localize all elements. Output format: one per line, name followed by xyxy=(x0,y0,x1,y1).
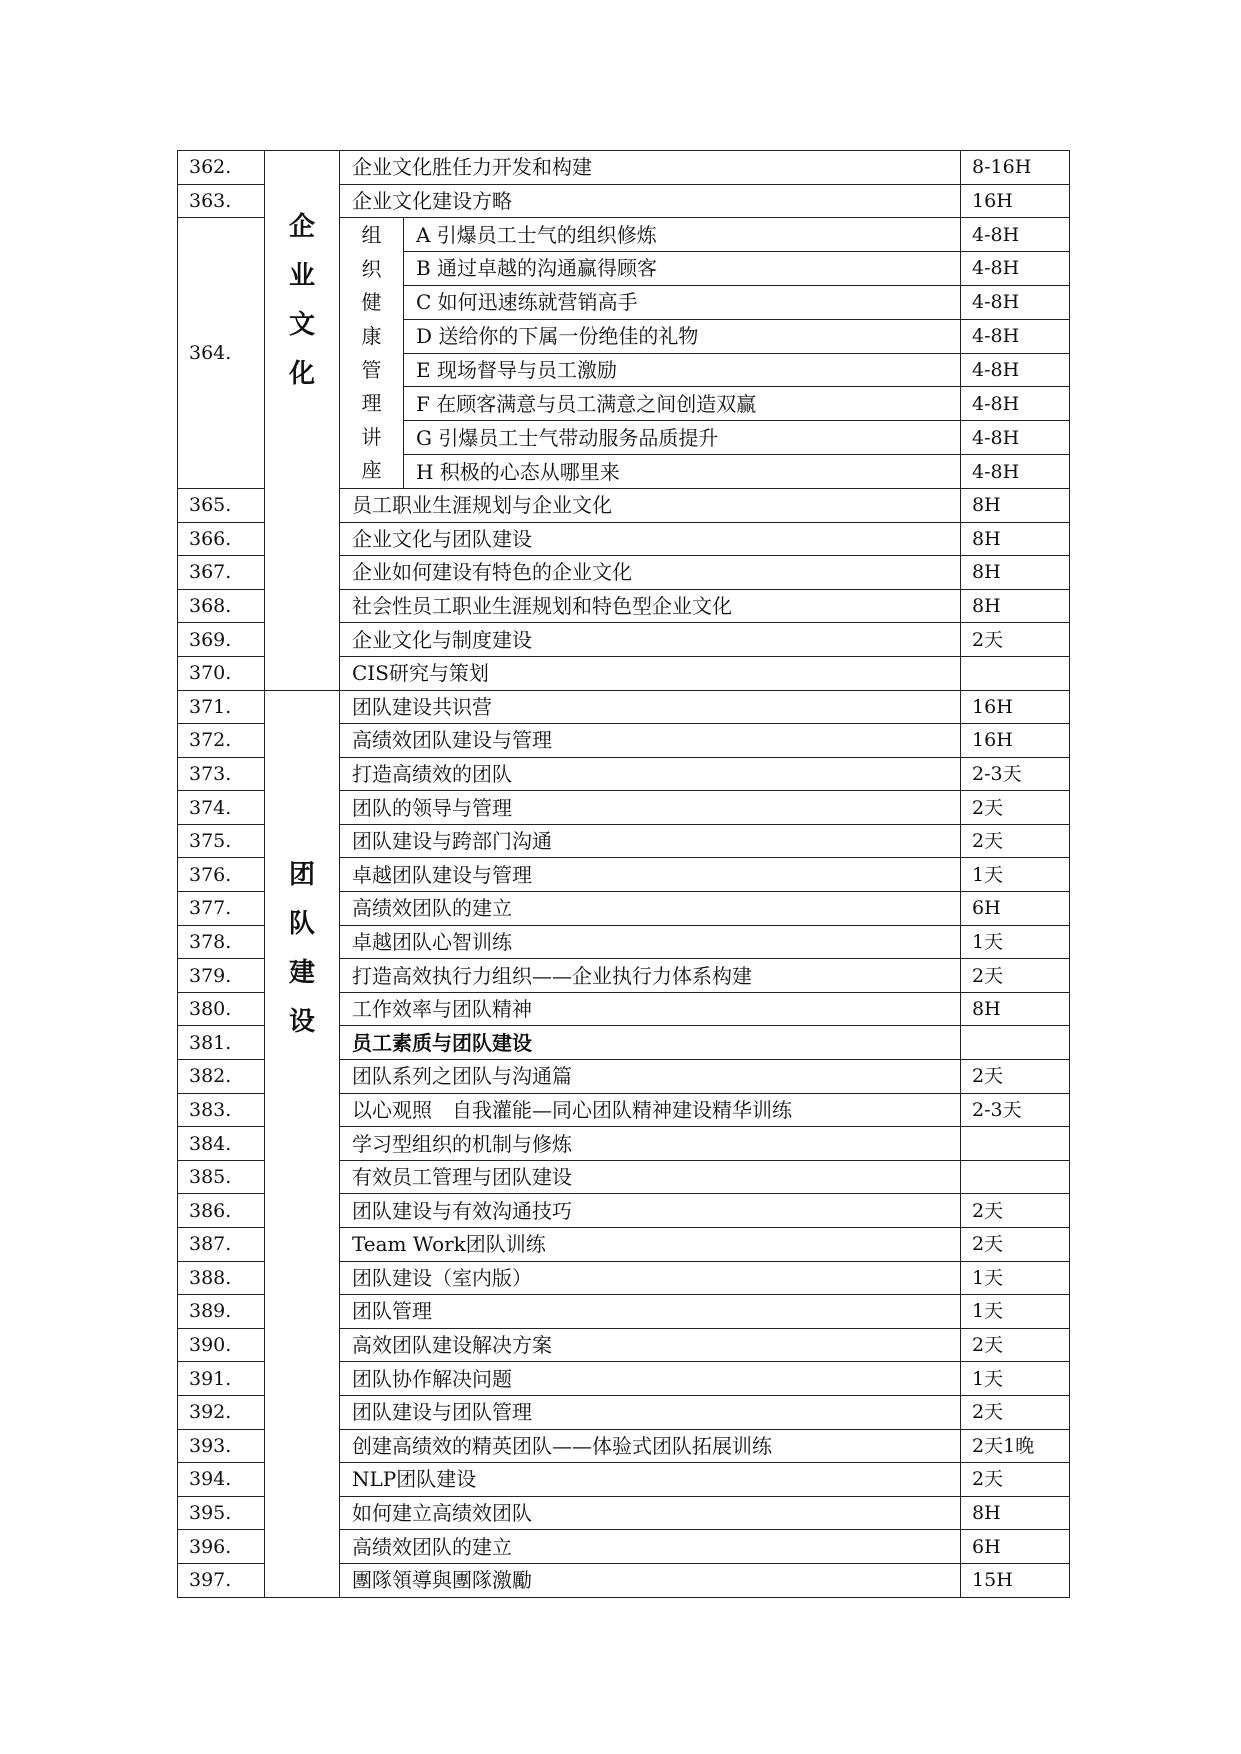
duration: 4-8H xyxy=(961,421,1070,455)
course-title: 企业文化胜任力开发和构建 xyxy=(340,151,961,185)
duration: 8H xyxy=(961,488,1070,522)
row-number: 382. xyxy=(178,1060,265,1094)
row-number: 388. xyxy=(178,1261,265,1295)
row-number: 391. xyxy=(178,1362,265,1396)
row-number: 384. xyxy=(178,1127,265,1161)
duration: 8H xyxy=(961,1496,1070,1530)
category-char: 设 xyxy=(288,1006,315,1037)
duration: 1天 xyxy=(961,925,1070,959)
duration: 2天 xyxy=(961,824,1070,858)
category-char: 化 xyxy=(288,359,315,389)
row-number: 364. xyxy=(178,218,265,489)
course-title: 卓越团队建设与管理 xyxy=(340,858,961,892)
row-number: 387. xyxy=(178,1228,265,1262)
course-title: 员工职业生涯规划与企业文化 xyxy=(340,488,961,522)
lecture-title: D 送给你的下属一份绝佳的礼物 xyxy=(404,319,961,353)
duration: 2天 xyxy=(961,1194,1070,1228)
row-number: 393. xyxy=(178,1429,265,1463)
row-number: 362. xyxy=(178,151,265,185)
category-team xyxy=(265,690,340,1597)
course-title: 企业文化与团队建设 xyxy=(340,522,961,556)
duration: 16H xyxy=(961,690,1070,724)
lecture-title: G 引爆员工士气带动服务品质提升 xyxy=(404,421,961,455)
course-title: NLP团队建设 xyxy=(340,1463,961,1497)
subgroup-char: 组 xyxy=(361,223,382,248)
table-row xyxy=(178,690,1070,724)
course-title: 团队的领导与管理 xyxy=(340,791,961,825)
lecture-title: B 通过卓越的沟通赢得顾客 xyxy=(404,252,961,286)
row-number: 376. xyxy=(178,858,265,892)
duration xyxy=(961,1127,1070,1161)
row-number: 366. xyxy=(178,522,265,556)
duration: 2天 xyxy=(961,959,1070,993)
course-title: 高绩效团队的建立 xyxy=(340,892,961,926)
row-number: 386. xyxy=(178,1194,265,1228)
row-number: 377. xyxy=(178,892,265,926)
duration: 4-8H xyxy=(961,387,1070,421)
row-number: 375. xyxy=(178,824,265,858)
duration: 6H xyxy=(961,1530,1070,1564)
row-number: 390. xyxy=(178,1328,265,1362)
course-title: 打造高效执行力组织——企业执行力体系构建 xyxy=(340,959,961,993)
course-title: 团队建设与有效沟通技巧 xyxy=(340,1194,961,1228)
duration: 15H xyxy=(961,1563,1070,1597)
duration: 2天 xyxy=(961,1060,1070,1094)
course-title: 团队协作解决问题 xyxy=(340,1362,961,1396)
row-number: 396. xyxy=(178,1530,265,1564)
subgroup-char: 健 xyxy=(361,290,382,315)
duration: 4-8H xyxy=(961,455,1070,489)
course-title: 创建高绩效的精英团队——体验式团队拓展训练 xyxy=(340,1429,961,1463)
duration: 2天 xyxy=(961,1228,1070,1262)
subgroup-char: 理 xyxy=(361,391,382,416)
course-title: CIS研究与策划 xyxy=(340,656,961,690)
category-char: 团 xyxy=(288,859,315,890)
subgroup-char: 讲 xyxy=(361,424,382,449)
course-title: 高绩效团队建设与管理 xyxy=(340,724,961,758)
row-number: 380. xyxy=(178,992,265,1026)
course-title: 社会性员工职业生涯规划和特色型企业文化 xyxy=(340,589,961,623)
duration: 4-8H xyxy=(961,252,1070,286)
row-number: 372. xyxy=(178,724,265,758)
course-title: 卓越团队心智训练 xyxy=(340,925,961,959)
course-title: 高绩效团队的建立 xyxy=(340,1530,961,1564)
subgroup-char: 康 xyxy=(361,323,382,348)
category-char: 企 xyxy=(288,212,315,242)
row-number: 381. xyxy=(178,1026,265,1060)
course-title: 團隊領導與團隊激勵 xyxy=(340,1563,961,1597)
course-title: 高效团队建设解决方案 xyxy=(340,1328,961,1362)
lecture-title: A 引爆员工士气的组织修炼 xyxy=(404,218,961,252)
duration: 6H xyxy=(961,892,1070,926)
duration: 4-8H xyxy=(961,218,1070,252)
category-char: 队 xyxy=(288,908,315,939)
duration: 8H xyxy=(961,556,1070,590)
duration xyxy=(961,1160,1070,1194)
subgroup-label xyxy=(340,218,404,489)
lecture-title: F 在顾客满意与员工满意之间创造双赢 xyxy=(404,387,961,421)
duration: 2天 xyxy=(961,1328,1070,1362)
row-number: 371. xyxy=(178,690,265,724)
duration: 4-8H xyxy=(961,319,1070,353)
row-number: 392. xyxy=(178,1395,265,1429)
row-number: 365. xyxy=(178,488,265,522)
category-char: 建 xyxy=(288,957,315,988)
category-char: 文 xyxy=(288,310,315,340)
category-char: 业 xyxy=(288,261,315,291)
subgroup-char: 座 xyxy=(361,458,382,483)
course-title: 企业文化建设方略 xyxy=(340,184,961,218)
duration: 8H xyxy=(961,589,1070,623)
course-table-body xyxy=(178,151,1070,1598)
row-number: 389. xyxy=(178,1295,265,1329)
row-number: 395. xyxy=(178,1496,265,1530)
duration: 1天 xyxy=(961,1295,1070,1329)
category-culture xyxy=(265,151,340,691)
lecture-title: H 积极的心态从哪里来 xyxy=(404,455,961,489)
course-title: 团队建设与跨部门沟通 xyxy=(340,824,961,858)
course-title: 团队建设（室内版） xyxy=(340,1261,961,1295)
duration: 8H xyxy=(961,992,1070,1026)
course-title: 工作效率与团队精神 xyxy=(340,992,961,1026)
duration xyxy=(961,1026,1070,1060)
course-title: 企业如何建设有特色的企业文化 xyxy=(340,556,961,590)
duration: 2天 xyxy=(961,1395,1070,1429)
row-number: 378. xyxy=(178,925,265,959)
duration: 2天1晚 xyxy=(961,1429,1070,1463)
duration: 8-16H xyxy=(961,151,1070,185)
course-title: 以心观照 自我灌能—同心团队精神建设精华训练 xyxy=(340,1093,961,1127)
duration: 2天 xyxy=(961,791,1070,825)
course-title: 团队建设与团队管理 xyxy=(340,1395,961,1429)
duration: 8H xyxy=(961,522,1070,556)
row-number: 394. xyxy=(178,1463,265,1497)
row-number: 385. xyxy=(178,1160,265,1194)
duration: 2-3天 xyxy=(961,757,1070,791)
course-title: 团队管理 xyxy=(340,1295,961,1329)
row-number: 397. xyxy=(178,1563,265,1597)
row-number: 367. xyxy=(178,556,265,590)
course-title: 团队系列之团队与沟通篇 xyxy=(340,1060,961,1094)
lecture-title: E 现场督导与员工激励 xyxy=(404,353,961,387)
course-table xyxy=(177,150,1070,1598)
duration: 2天 xyxy=(961,1463,1070,1497)
course-title: Team Work团队训练 xyxy=(340,1228,961,1262)
course-title: 打造高绩效的团队 xyxy=(340,757,961,791)
row-number: 369. xyxy=(178,623,265,657)
duration: 16H xyxy=(961,184,1070,218)
duration: 1天 xyxy=(961,1362,1070,1396)
duration: 16H xyxy=(961,724,1070,758)
duration: 1天 xyxy=(961,1261,1070,1295)
duration: 2天 xyxy=(961,623,1070,657)
course-title: 团队建设共识营 xyxy=(340,690,961,724)
duration: 4-8H xyxy=(961,285,1070,319)
duration xyxy=(961,656,1070,690)
row-number: 373. xyxy=(178,757,265,791)
row-number: 363. xyxy=(178,184,265,218)
row-number: 370. xyxy=(178,656,265,690)
lecture-title: C 如何迅速练就营销高手 xyxy=(404,285,961,319)
duration: 1天 xyxy=(961,858,1070,892)
course-title: 员工素质与团队建设 xyxy=(340,1026,961,1060)
subgroup-char: 管 xyxy=(361,357,382,382)
course-title: 企业文化与制度建设 xyxy=(340,623,961,657)
course-title: 如何建立高绩效团队 xyxy=(340,1496,961,1530)
duration: 4-8H xyxy=(961,353,1070,387)
table-row xyxy=(178,151,1070,185)
course-title: 学习型组织的机制与修炼 xyxy=(340,1127,961,1161)
row-number: 383. xyxy=(178,1093,265,1127)
subgroup-char: 织 xyxy=(361,256,382,281)
course-title: 有效员工管理与团队建设 xyxy=(340,1160,961,1194)
row-number: 374. xyxy=(178,791,265,825)
duration: 2-3天 xyxy=(961,1093,1070,1127)
row-number: 379. xyxy=(178,959,265,993)
row-number: 368. xyxy=(178,589,265,623)
